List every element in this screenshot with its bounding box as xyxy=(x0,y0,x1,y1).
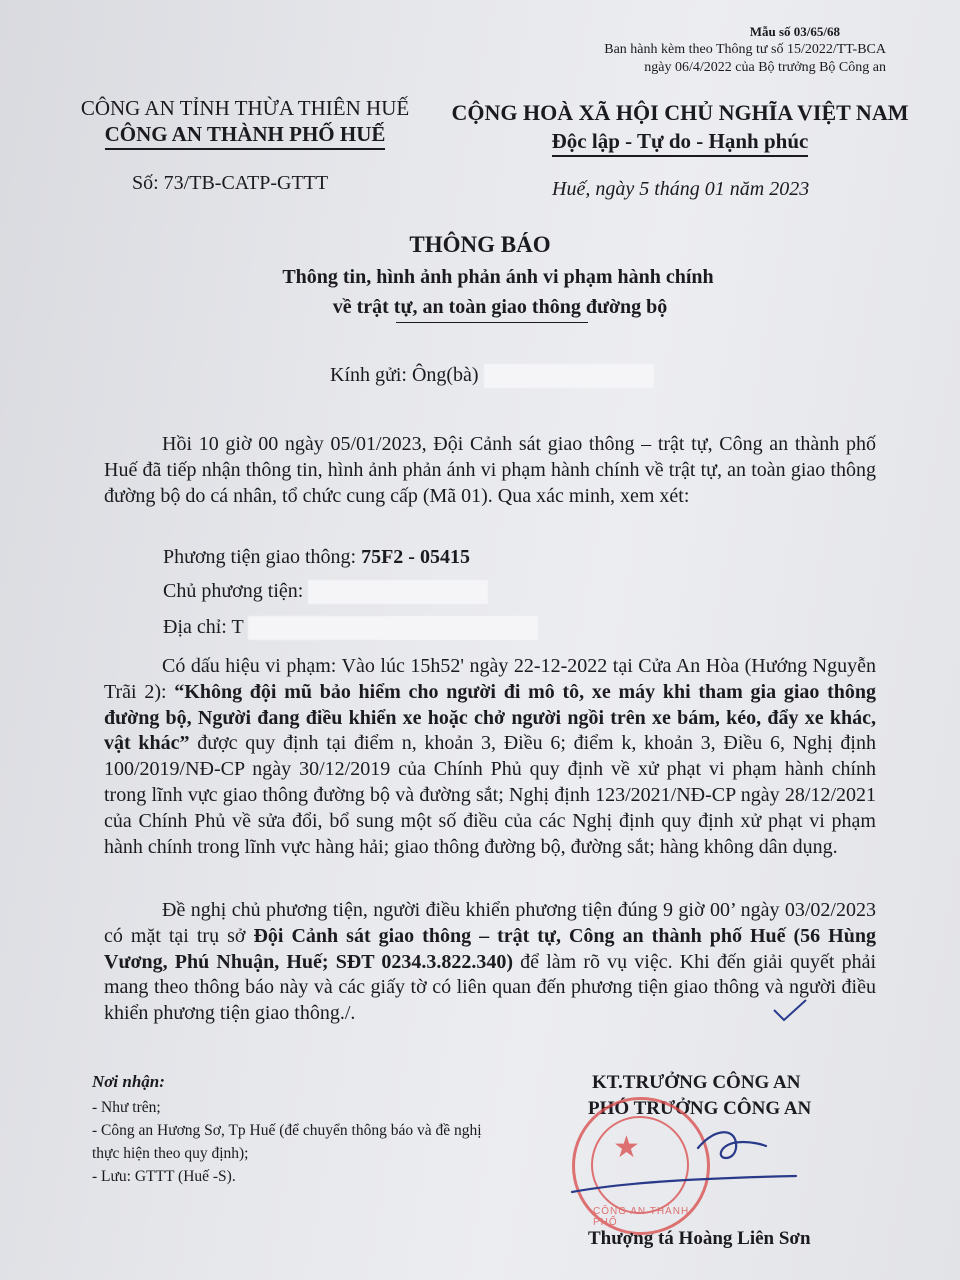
request-prefix: Đề nghị chủ phương tiện, người điều khiển phương tiện đúng 9 giờ 00’ ngày 03/02/2023 có mặt tại trụ sở xyxy=(104,899,876,947)
salutation-text: Kính gửi: Ông(bà) xyxy=(330,364,479,386)
owner-label: Chủ phương tiện: xyxy=(163,580,304,602)
notice-title: THÔNG BÁO xyxy=(409,232,551,257)
violation-text xyxy=(104,654,876,860)
violation-paragraph xyxy=(104,654,876,860)
place-date: Huế, ngày 5 tháng 01 năm 2023 xyxy=(552,178,810,200)
address-field xyxy=(163,616,538,640)
recipient-item: - Lưu: GTTT (Huế -S). xyxy=(92,1168,236,1185)
recipients-list xyxy=(92,1096,512,1188)
redacted-address xyxy=(248,616,538,640)
notice-subtitle-1: Thông tin, hình ảnh phản ánh vi phạm hành chính xyxy=(282,266,714,288)
nation-motto-text: Độc lập - Tự do - Hạnh phúc xyxy=(552,129,809,157)
request-location: Đội Cảnh sát giao thông – trật tự, Công an thành phố Huế (56 Hùng Vương, Phú Nhuận, Huế; SĐT 0234.3.822.340) xyxy=(104,924,876,973)
vehicle-label: Phương tiện giao thông: xyxy=(163,546,362,568)
nation-motto xyxy=(440,129,920,154)
nation-title: CỘNG HOÀ XÃ HỘI CHỦ NGHĨA VIỆT NAM xyxy=(451,100,909,125)
request-text xyxy=(104,898,876,1027)
notice-subtitle-2: về trật tự, an toàn giao thông đường bộ xyxy=(332,296,668,318)
request-paragraph xyxy=(104,898,876,1027)
star-icon: ★ xyxy=(613,1131,640,1164)
stamp-text: CÔNG AN THÀNH PHỐ xyxy=(593,1206,690,1228)
violation-prefix: Có dấu hiệu vi phạm: Vào lúc 15h52' ngày 22-12-2022 tại Cửa An Hòa (Hướng Nguyễn Trãi 2): xyxy=(104,655,876,703)
form-issued-line-2: ngày 06/4/2022 của Bộ trưởng Bộ Công an xyxy=(644,60,886,75)
recipients-heading: Nơi nhận: xyxy=(92,1072,165,1091)
recipient-item: - Công an Hương Sơ, Tp Huế (để chuyển thông báo và đề nghị thực hiện theo quy định); xyxy=(92,1122,482,1162)
violation-quote: “Không đội mũ bảo hiểm cho người đi mô tô, xe máy khi tham gia giao thông đường bộ, Người đang điều khiển xe hoặc chở người ngồi trên xe bám, kéo, đẩy xe khác, vật khác” xyxy=(104,680,877,755)
agency-name xyxy=(40,122,450,147)
handwritten-signature xyxy=(566,1120,806,1210)
form-issued-line-1: Ban hành kèm theo Thông tư số 15/2022/TT-BCA xyxy=(604,42,886,57)
owner-field xyxy=(163,580,488,604)
salutation xyxy=(330,364,654,388)
signature-title-1: KT.TRƯỞNG CÔNG AN xyxy=(592,1072,801,1093)
recipient-item: - Như trên; xyxy=(92,1099,161,1116)
address-label: Địa chỉ: T xyxy=(163,616,244,638)
intro-paragraph xyxy=(104,432,876,509)
violation-rest: được quy định tại điểm n, khoản 3, Điều 6; điểm k, khoản 3, Điều 6, Nghị định 100/2019/NĐ-CP ngày 30/12/2019 của Chính Phủ quy định về xử phạt vi phạm hành chính trong lĩnh vực giao thông đường bộ và đường sắt; Nghị định 123/2021/NĐ-CP ngày 28/12/2021 của Chính Phủ về sửa đổi, bổ sung một số điều của các Nghị định quy định xử phạt vi phạm hành chính trong lĩnh vực hàng hải; giao thông đường bộ, đường sắt; hàng không dân dụng. xyxy=(104,732,876,858)
pen-check-mark xyxy=(770,996,810,1026)
subtitle-underline xyxy=(396,322,588,323)
agency-parent: CÔNG AN TỈNH THỪA THIÊN HUẾ xyxy=(80,96,410,120)
intro-text: Hồi 10 giờ 00 ngày 05/01/2023, Đội Cảnh sát giao thông – trật tự, Công an thành phố Huế đã tiếp nhận thông tin, hình ảnh phản ánh vi phạm hành chính về trật tự, an toàn giao thông đường bộ do cá nhân, tổ chức cung cấp (Mã 01). Qua xác minh, xem xét: xyxy=(104,433,876,507)
signer-name: Thượng tá Hoàng Liên Sơn xyxy=(588,1228,811,1249)
agency-name-text: CÔNG AN THÀNH PHỐ HUẾ xyxy=(105,122,386,150)
request-rest: để làm rõ vụ việc. Khi đến giải quyết phải mang theo thông báo này và các giấy tờ có liên quan đến phương tiện giao thông và người điều khiển phương tiện giao thông./. xyxy=(104,950,877,1025)
document-number: Số: 73/TB-CATP-GTTT xyxy=(132,172,329,194)
vehicle-field xyxy=(163,546,470,569)
redacted-owner xyxy=(308,580,488,604)
vehicle-plate: 75F2 - 05415 xyxy=(361,546,470,568)
form-number: Mẫu số 03/65/68 xyxy=(749,24,840,39)
redacted-name xyxy=(484,364,654,388)
signature-title-2: PHÓ TRƯỞNG CÔNG AN xyxy=(588,1098,812,1119)
